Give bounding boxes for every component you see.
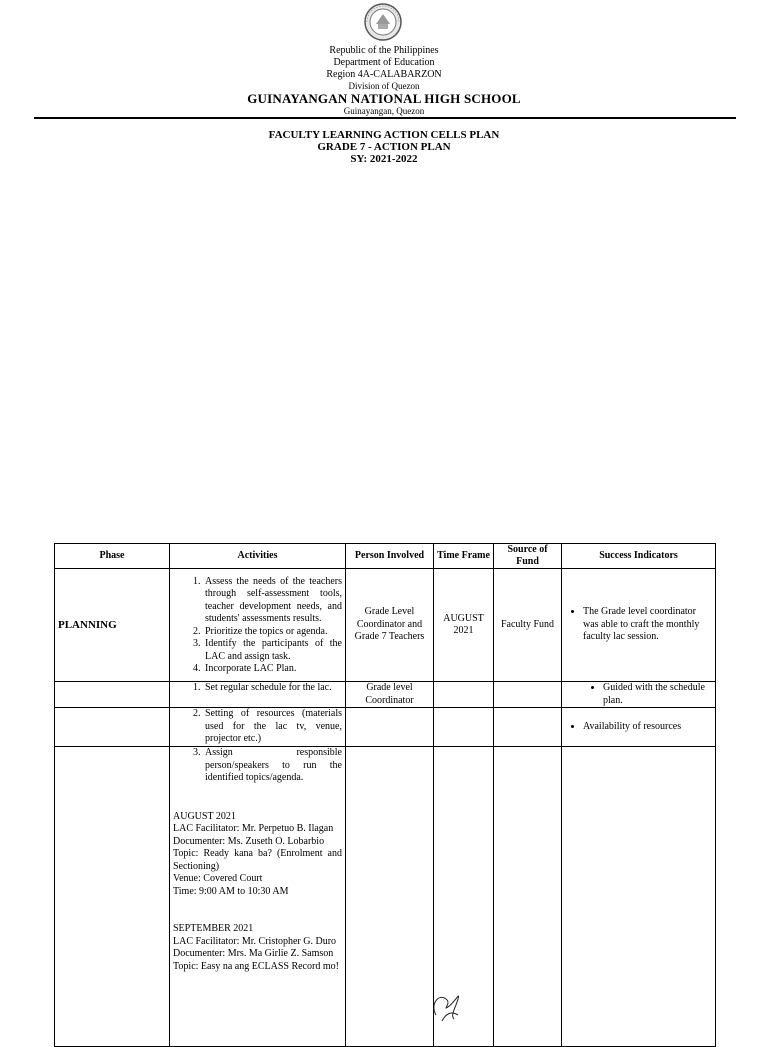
table-row xyxy=(55,569,716,682)
session-facilitator: LAC Facilitator: Mr. Cristopher G. Duro xyxy=(173,935,337,947)
header-fund: Source of Fund xyxy=(494,544,562,569)
list-item: 2. Setting of resources (materials used for the lac tv, venue, projector etc.) xyxy=(203,708,342,746)
person-cell: Grade Level Coordinator and Grade 7 Teachers xyxy=(346,569,434,682)
deped-seal-icon xyxy=(359,2,407,42)
time-cell xyxy=(434,708,494,747)
session-facilitator: LAC Facilitator: Mr. Perpetuo B. Ilagan xyxy=(173,823,334,834)
school-year: SY: 2021-2022 xyxy=(350,153,418,165)
indicator-cell xyxy=(562,708,716,747)
list-item: • The Grade level coordinator was able to craft the monthly faculty lac session. xyxy=(583,606,712,644)
session-documenter: Documenter: Ms. Zuseth O. Lobarbio xyxy=(173,835,325,847)
region-line: Region 4A-CALABARZON xyxy=(326,69,442,80)
list-item: 1. Assess the needs of the teachers through self-assessment tools, teacher development needs, and students' assessments results. xyxy=(203,576,342,626)
list-item: 2. Prioritize the topics or agenda. xyxy=(203,626,342,639)
indicator-cell xyxy=(562,682,716,708)
table-row xyxy=(55,682,716,708)
activities-cell xyxy=(170,682,346,708)
header-phase: Phase xyxy=(55,544,170,569)
department-line: Department of Education xyxy=(333,57,435,68)
activity-list xyxy=(173,576,342,676)
table-header-row xyxy=(55,544,716,569)
person-cell xyxy=(346,708,434,747)
activities-cell xyxy=(170,747,346,1047)
school-name: GUINAYANGAN NATIONAL HIGH SCHOOL xyxy=(247,91,521,106)
action-plan-table xyxy=(54,543,716,1047)
phase-cell xyxy=(55,747,170,1047)
plan-subtitle: GRADE 7 - ACTION PLAN xyxy=(317,141,451,153)
header-divider xyxy=(34,117,736,119)
division-line: Division of Quezon xyxy=(348,81,420,91)
header-activities: Activities xyxy=(170,544,346,569)
activities-cell xyxy=(170,569,346,682)
session-documenter: Documenter: Mrs. Ma Girlie Z. Samson xyxy=(173,948,334,959)
phase-cell xyxy=(55,682,170,708)
header-time: Time Frame xyxy=(434,544,494,569)
republic-line: Republic of the Philippines xyxy=(329,45,439,56)
fund-cell xyxy=(494,747,562,1047)
phase-cell xyxy=(55,708,170,747)
list-item: • Availability of resources xyxy=(583,721,712,734)
list-item: 3. Assign responsible person/speakers to run the identified topics/agenda. xyxy=(203,747,342,785)
list-item: 3. Identify the participants of the LAC and assign task. xyxy=(203,638,342,663)
fund-cell: Faculty Fund xyxy=(494,569,562,682)
signature-mark xyxy=(428,985,468,1024)
session-topic: Topic: Easy na ang ECLASS Record mo! xyxy=(173,960,339,972)
list-item: 4. Incorporate LAC Plan. xyxy=(203,663,342,676)
header-person: Person Involved xyxy=(346,544,434,569)
list-item: 1. Set regular schedule for the lac. xyxy=(203,682,342,695)
list-item: • Guided with the schedule plan. xyxy=(603,682,712,707)
indicator-cell xyxy=(562,747,716,1047)
school-location: Guinayangan, Quezon xyxy=(343,106,425,116)
plan-title: FACULTY LEARNING ACTION CELLS PLAN xyxy=(268,129,500,141)
fund-cell xyxy=(494,682,562,708)
time-cell: AUGUST 2021 xyxy=(434,569,494,682)
august-session xyxy=(173,811,342,899)
session-venue: Venue: Covered Court xyxy=(173,873,263,884)
person-cell: Grade level Coordinator xyxy=(346,682,434,708)
september-session xyxy=(173,923,342,973)
activities-cell xyxy=(170,708,346,747)
session-time: Time: 9:00 AM to 10:30 AM xyxy=(173,885,289,897)
indicator-cell xyxy=(562,569,716,682)
time-cell xyxy=(434,682,494,708)
table-row xyxy=(55,708,716,747)
person-cell xyxy=(346,747,434,1047)
session-month: SEPTEMBER 2021 xyxy=(173,923,254,934)
session-topic: Topic: Ready kana ba? (Enrolment and Sectioning) xyxy=(173,848,342,872)
phase-cell: PLANNING xyxy=(55,569,170,682)
header-indicators: Success Indicators xyxy=(562,544,716,569)
fund-cell xyxy=(494,708,562,747)
session-month: AUGUST 2021 xyxy=(173,810,236,822)
table-row xyxy=(55,747,716,1047)
